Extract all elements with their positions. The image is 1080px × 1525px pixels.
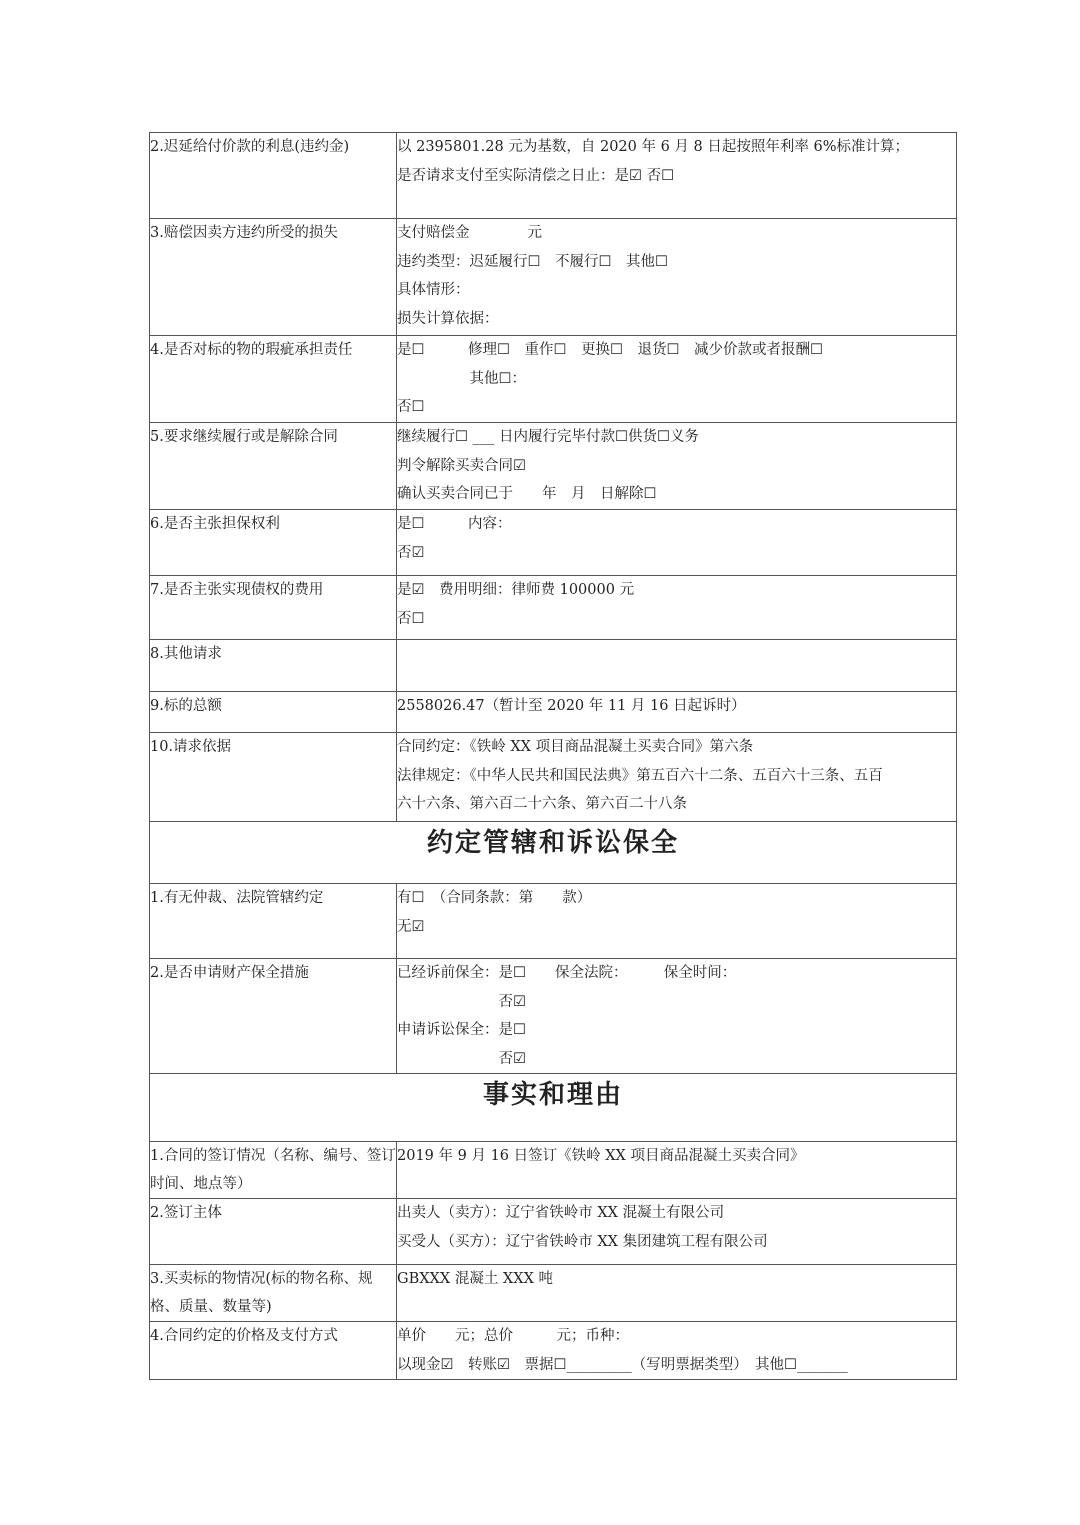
section-heading-facts: 事实和理由 [150,1074,957,1142]
row-label: 2.签订主体 [150,1199,397,1265]
value-line: 支付赔偿金 元 [397,225,542,241]
row-label: 6.是否主张担保权利 [150,510,397,576]
value-line: 判令解除买卖合同☑ [397,457,526,474]
value-line: 无☑ [397,918,425,935]
row-label: 3.赔偿因卖方违约所受的损失 [150,219,397,336]
form-row [150,692,957,733]
form-row [150,219,957,336]
value-line: 其他☐： [397,370,526,387]
form-row [150,1142,957,1199]
row-value [397,219,957,336]
row-value [397,959,957,1074]
row-value [397,733,957,822]
value-line: 否☑ [397,544,425,561]
complaint-form-table [149,132,957,1380]
value-line: 具体情形： [397,282,470,298]
row-label: 1.合同的签订情况（名称、编号、签订时间、地点等） [150,1142,397,1199]
row-label: 4.合同约定的价格及支付方式 [150,1322,397,1380]
value-line: 以现金☑ 转账☑ 票据☐_________（写明票据类型） 其他☐_______ [397,1356,848,1373]
row-label: 7.是否主张实现债权的费用 [150,576,397,640]
form-row [150,336,957,423]
row-label: 2.是否申请财产保全措施 [150,959,397,1074]
form-row [150,1199,957,1265]
value-line: 2019 年 9 月 16 日签订《铁岭 XX 项目商品混凝土买卖合同》 [397,1148,805,1164]
value-line: 申请诉讼保全：是☐ [397,1022,526,1038]
value-line: 否☑ [397,993,526,1010]
row-value [397,423,957,510]
value-line: 已经诉前保全：是☐ 保全法院： 保全时间： [397,965,737,981]
value-line: 继续履行☐ ___ 日内履行完毕付款☐供货☐义务 [397,429,699,445]
form-row [150,640,957,692]
section-heading-jurisdiction: 约定管辖和诉讼保全 [150,822,957,884]
value-line: 六十六条、第六百二十六条、第六百二十八条 [397,796,687,812]
value-line: 否☐ [397,610,425,627]
row-label: 3.买卖标的物情况(标的物名称、规格、质量、数量等) [150,1265,397,1322]
value-line: 违约类型：迟延履行☐ 不履行☐ 其他☐ [397,253,668,270]
form-row [150,1265,957,1322]
row-value [397,692,957,733]
value-line: 是☑ 费用明细：律师费 100000 元 [397,582,635,598]
row-value [397,884,957,959]
form-row [150,510,957,576]
value-line: 是否请求支付至实际清偿之日止：是☑ 否☐ [397,167,675,184]
value-line: 买受人（买方）：辽宁省铁岭市 XX 集团建筑工程有限公司 [397,1233,768,1250]
row-label: 4.是否对标的物的瑕疵承担责任 [150,336,397,423]
row-value [397,1199,957,1265]
row-value [397,1142,957,1199]
value-line: 法律规定：《中华人民共和国民法典》第五百六十二条、五百六十三条、五百 [397,767,883,784]
form-row [150,733,957,822]
row-label: 10.请求依据 [150,733,397,822]
section-heading-facts-row [150,1074,957,1142]
row-label: 2.迟延给付价款的利息(违约金) [150,133,397,219]
value-line: 损失计算依据： [397,310,499,327]
row-value [397,576,957,640]
value-line: 否☑ [397,1050,526,1067]
value-line: 是☐ 修理☐ 重作☐ 更换☐ 退货☐ 减少价款或者报酬☐ [397,342,823,358]
row-label: 9.标的总额 [150,692,397,733]
value-line: 2558026.47（暂计至 2020 年 11 月 16 日起诉时） [397,698,746,714]
row-label: 8.其他请求 [150,640,397,692]
row-value [397,133,957,219]
form-row [150,884,957,959]
row-value [397,1322,957,1380]
value-line: 是☐ 内容： [397,516,512,532]
row-value [397,640,957,692]
form-row [150,576,957,640]
value-line: 否☐ [397,399,425,415]
value-line: 有☐ （合同条款：第 款） [397,890,592,906]
row-value [397,1265,957,1322]
value-line: 单价 元；总价 元；币种： [397,1328,629,1344]
section-heading-jurisdiction-row [150,822,957,884]
value-line: 确认买卖合同已于 年 月 日解除☐ [397,486,657,502]
row-label: 1.有无仲裁、法院管辖约定 [150,884,397,959]
row-value [397,510,957,576]
form-row [150,959,957,1074]
value-line: 以 2395801.28 元为基数，自 2020 年 6 月 8 日起按照年利率 6%标准计算； [397,139,909,155]
form-row [150,1322,957,1380]
value-line: 合同约定：《铁岭 XX 项目商品混凝土买卖合同》第六条 [397,739,754,755]
value-line: 出卖人（卖方）：辽宁省铁岭市 XX 混凝土有限公司 [397,1205,725,1221]
row-value [397,336,957,423]
value-line: GBXXX 混凝土 XXX 吨 [397,1271,554,1287]
row-label: 5.要求继续履行或是解除合同 [150,423,397,510]
form-row [150,133,957,219]
form-row [150,423,957,510]
